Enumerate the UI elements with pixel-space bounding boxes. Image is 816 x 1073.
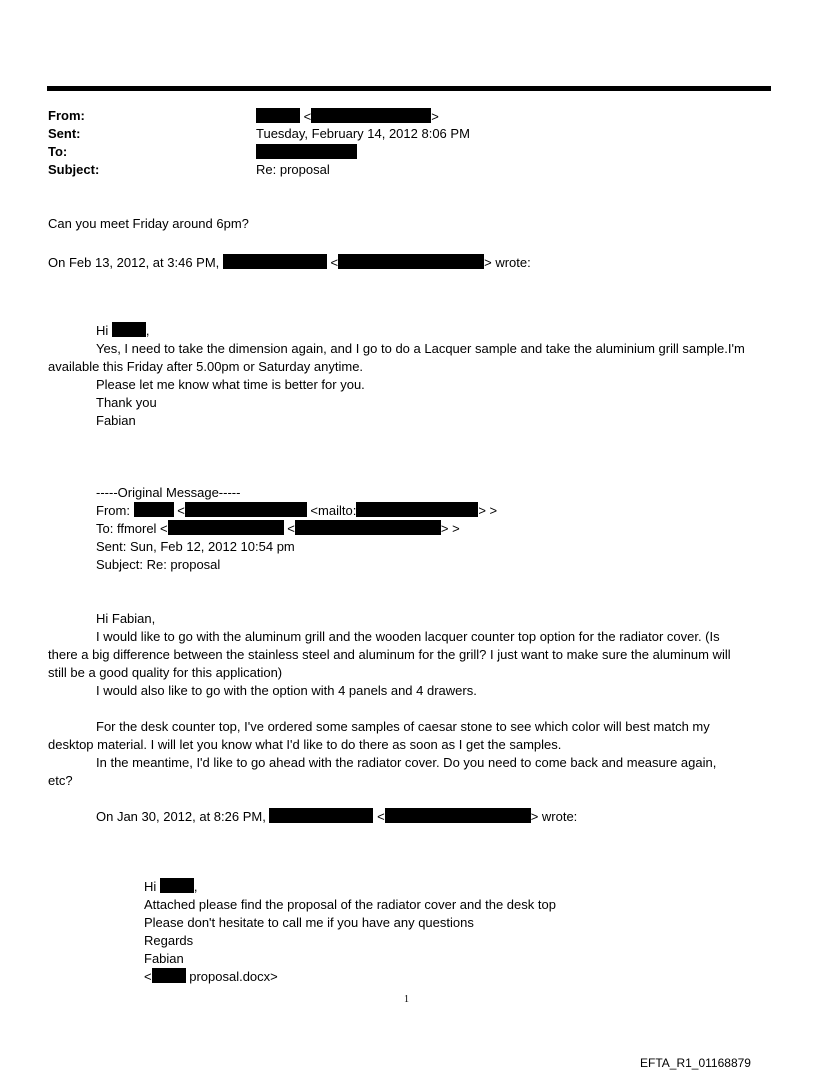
message-line: I would like to go with the aluminum grill and the wooden lacquer counter top option for the radiator cover. (Is: [96, 629, 720, 644]
from-gt: >: [431, 109, 439, 124]
original-divider: -----Original Message-----: [96, 485, 241, 500]
quote-lt: <: [330, 255, 339, 270]
message-line: Thank you: [96, 395, 157, 410]
original-to-label: To: ffmorel <: [96, 521, 168, 536]
from-lt: <: [303, 109, 312, 124]
subject-value: Re: proposal: [256, 162, 330, 177]
to-label: To:: [48, 144, 68, 159]
client-message: [48, 610, 731, 700]
greeting-line: [144, 878, 556, 896]
message-line: Attached please find the proposal of the radiator cover and the desk top: [144, 897, 556, 912]
greeting: Hi: [144, 879, 157, 894]
redaction-bar: [356, 502, 478, 517]
quote2-lt: <: [377, 809, 385, 824]
original-to-end: > >: [440, 521, 460, 536]
message-line: I would also like to go with the option with 4 panels and 4 drawers.: [96, 683, 477, 698]
message-line: In the meantime, I'd like to go ahead with the radiator cover. Do you need to come back and measure again,: [96, 755, 717, 770]
quote-prefix: On Feb 13, 2012, at 3:46 PM,: [48, 255, 220, 270]
redaction-bar: [160, 878, 194, 893]
message-line: desktop material. I will let you know what I'd like to do there as soon as I get the samples.: [48, 737, 562, 752]
original-from-lt: <: [177, 503, 185, 518]
redaction-bar: [295, 520, 441, 535]
original-subject: Subject: Re: proposal: [96, 557, 221, 572]
attachment-lt: <: [144, 969, 152, 984]
redaction-bar: [112, 322, 146, 337]
original-to-lt: <: [287, 521, 295, 536]
redaction-bar: [385, 808, 531, 823]
message-line: Yes, I need to take the dimension again, and I go to do a Lacquer sample and take the aluminium grill sample.I'm: [96, 341, 745, 356]
first-message: [144, 878, 556, 986]
redaction-bar: [269, 808, 373, 823]
redaction-bar: [152, 968, 186, 983]
original-from-label: From:: [96, 503, 130, 518]
greeting: Hi: [96, 323, 109, 338]
header-rule: [47, 86, 771, 91]
attachment-name: proposal.docx>: [189, 969, 278, 984]
original-from: [96, 502, 497, 520]
attachment-line: [144, 968, 556, 986]
original-sent: Sent: Sun, Feb 12, 2012 10:54 pm: [96, 539, 295, 554]
greeting-line: [48, 322, 745, 340]
fabian-message: [48, 322, 745, 430]
greeting-comma: ,: [193, 879, 198, 894]
client-greeting: Hi Fabian,: [96, 611, 156, 626]
bates-number: EFTA_R1_01168879: [640, 1056, 751, 1070]
original-message-header: [96, 484, 497, 574]
original-from-mailto: <mailto:: [310, 503, 357, 518]
sent-value: Tuesday, February 14, 2012 8:06 PM: [256, 126, 470, 141]
redaction-bar: [223, 254, 327, 269]
message-line: Regards: [144, 933, 194, 948]
message-line: Please don't hesitate to call me if you have any questions: [144, 915, 474, 930]
quote-header-2: [96, 808, 577, 825]
message-line: still be a good quality for this application): [48, 665, 283, 680]
quote2-suffix: > wrote:: [530, 809, 578, 824]
message-line: available this Friday after 5.00pm or Saturday anytime.: [48, 359, 364, 374]
redaction-bar: [256, 144, 357, 159]
original-from-end: > >: [478, 503, 498, 518]
quote-suffix: > wrote:: [484, 255, 531, 270]
message-line: For the desk counter top, I've ordered some samples of caesar stone to see which color will best match my: [96, 719, 710, 734]
client-message-cont: [48, 718, 716, 790]
message-line: Please let me know what time is better for you.: [96, 377, 365, 392]
redaction-bar: [311, 108, 431, 123]
quote-header-1: [48, 254, 531, 271]
greeting-comma: ,: [145, 323, 150, 338]
original-to: [96, 520, 497, 538]
redaction-bar: [338, 254, 484, 269]
to-value: [256, 144, 357, 161]
redaction-bar: [134, 502, 174, 517]
sent-label: Sent:: [48, 126, 81, 141]
subject-label: Subject:: [48, 162, 100, 177]
message-line: Fabian: [144, 951, 184, 966]
from-label: From:: [48, 108, 85, 123]
quote2-prefix: On Jan 30, 2012, at 8:26 PM,: [96, 809, 266, 824]
from-value: [256, 108, 439, 125]
redaction-bar: [256, 108, 300, 123]
redaction-bar: [168, 520, 284, 535]
redaction-bar: [185, 502, 307, 517]
message-line: etc?: [48, 773, 73, 788]
message-line: there a big difference between the stainless steel and aluminum for the grill? I just want to make sure the aluminum will: [48, 647, 731, 662]
message-line: Fabian: [96, 413, 136, 428]
reply-body: Can you meet Friday around 6pm?: [48, 216, 249, 231]
page-number: 1: [404, 994, 409, 1005]
